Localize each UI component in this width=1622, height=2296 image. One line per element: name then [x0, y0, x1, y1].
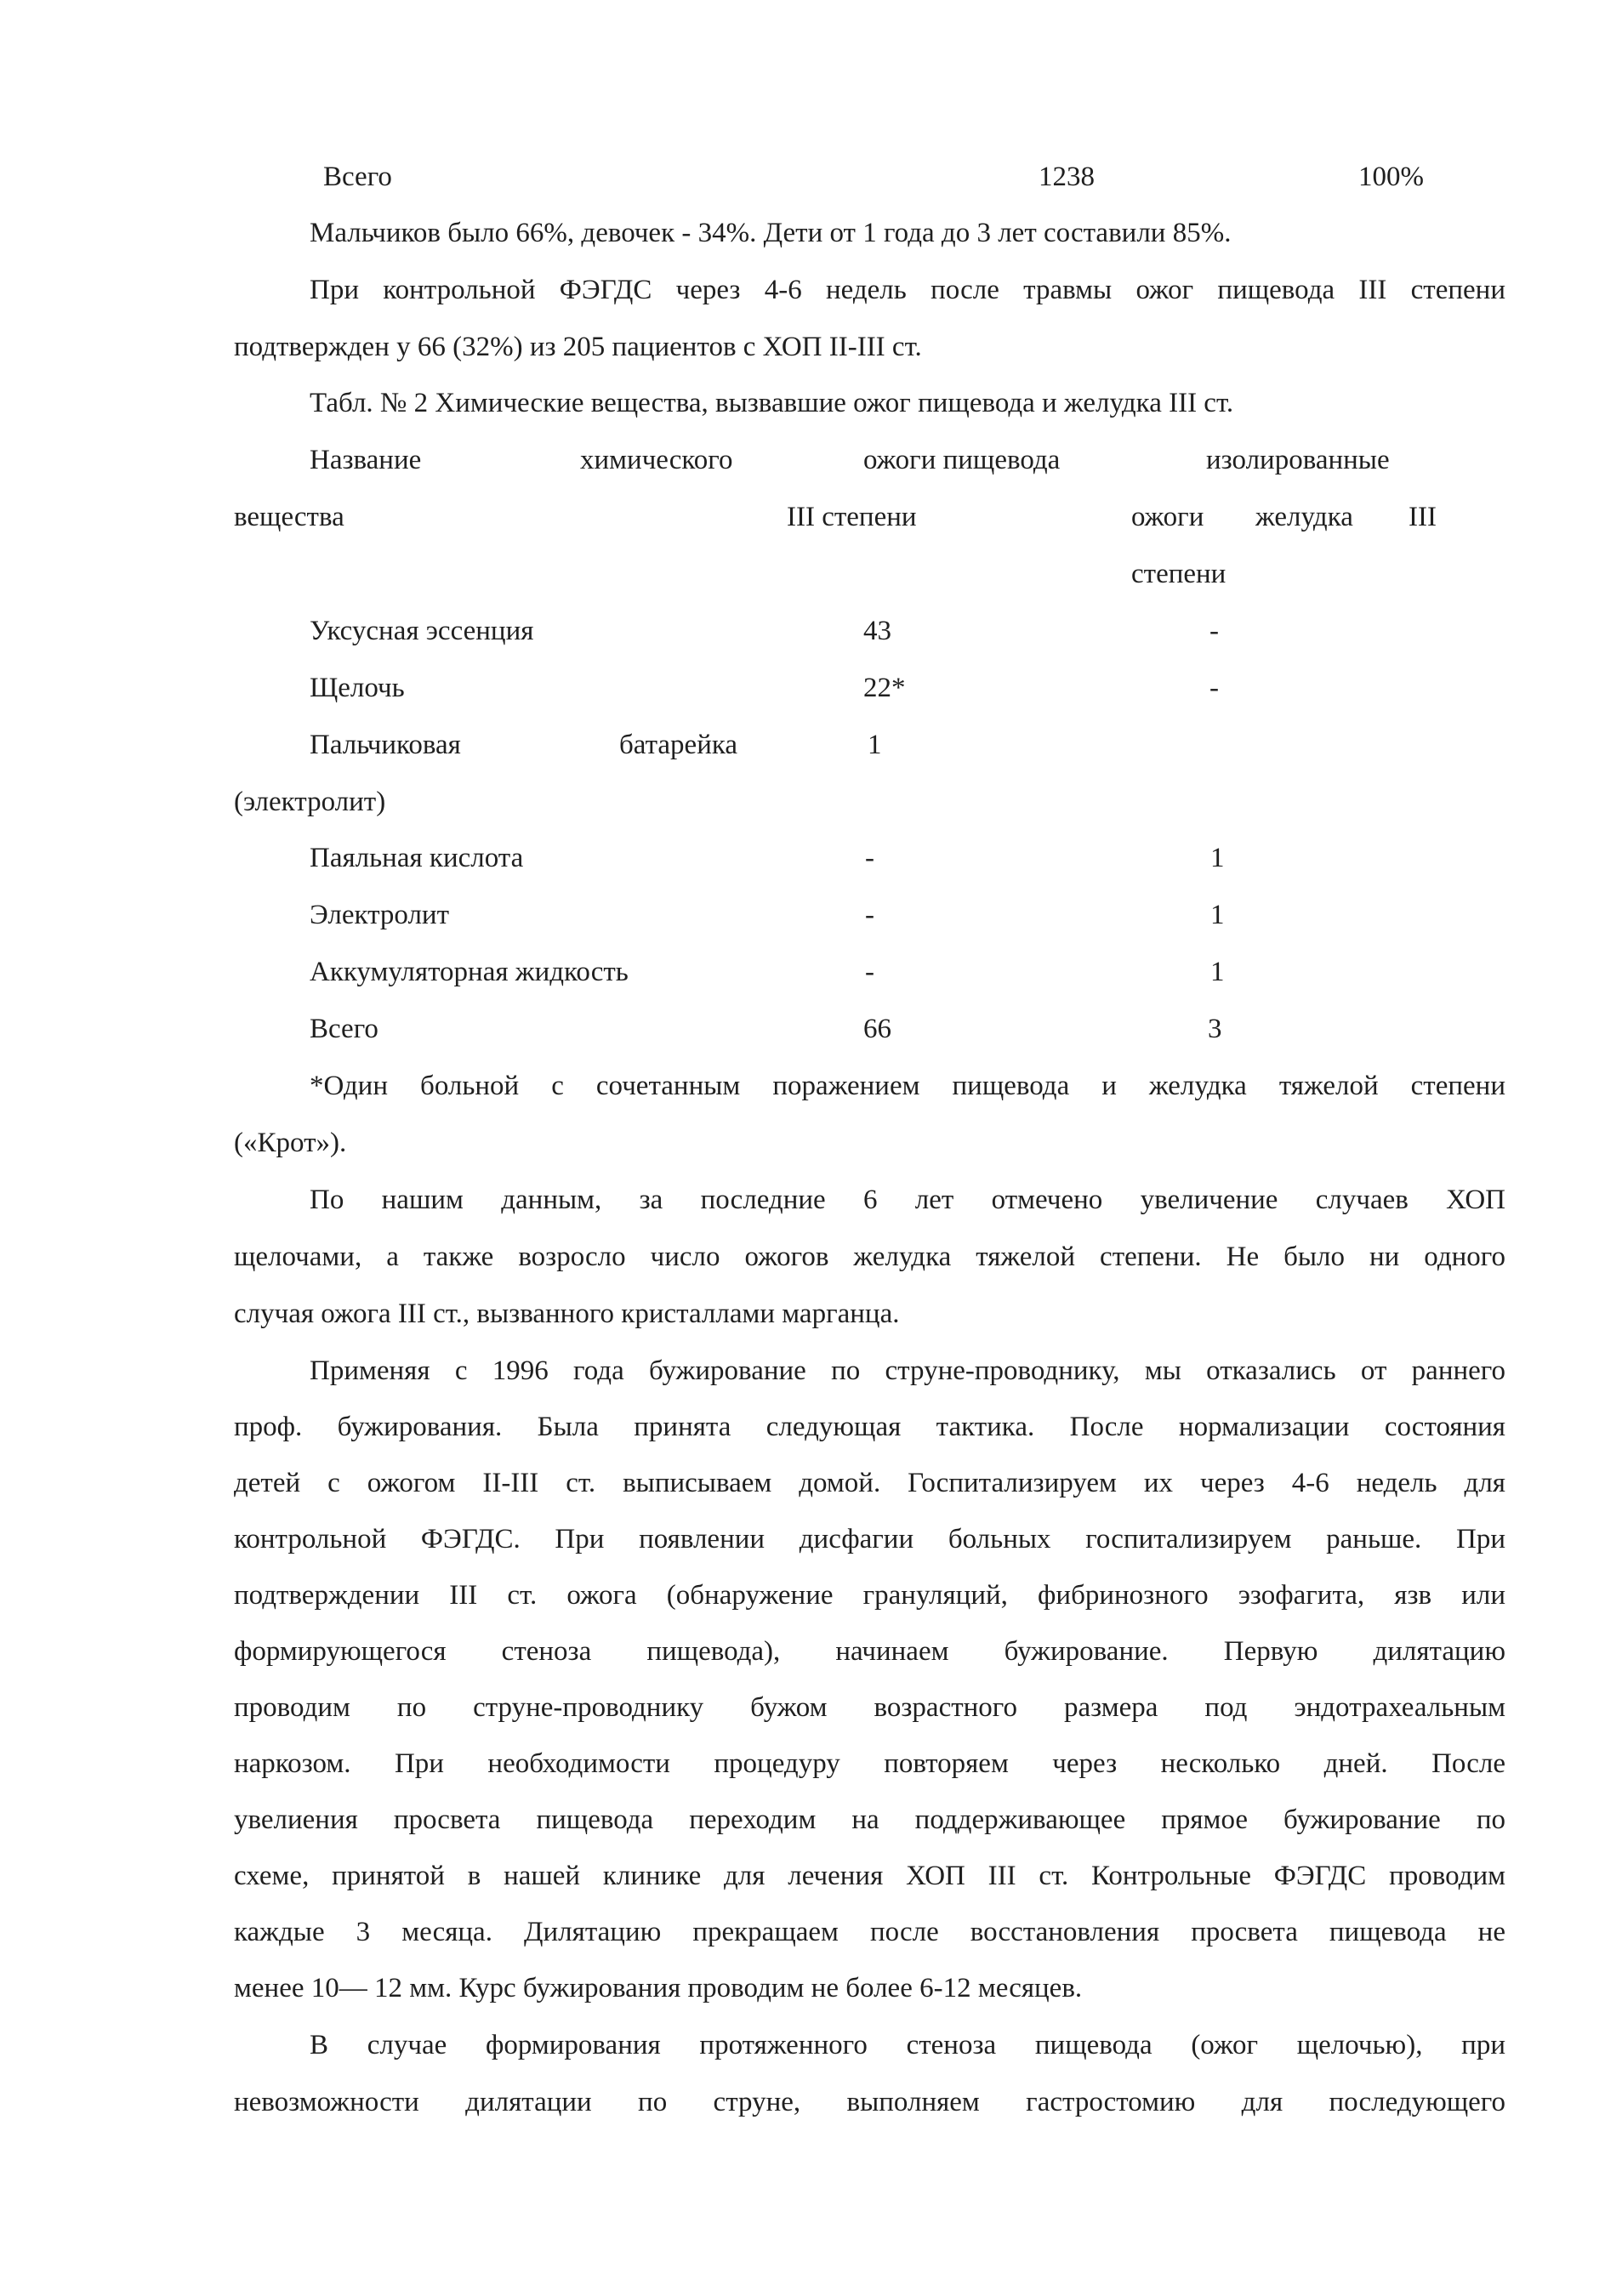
paragraph-3-line-1: По нашим данным, за последние 6 лет отмечено увеличение случаев ХОП	[310, 1185, 1505, 1215]
paragraph-4-line-10: схеме, принятой в нашей клинике для лечения ХОП III ст. Контрольные ФЭГДС проводим	[234, 1861, 1505, 1891]
paragraph-5-line-1: В случае формирования протяженного стеноза пищевода (ожог щелочью), при	[310, 2030, 1505, 2060]
total-label: Всего	[310, 1014, 378, 1044]
row-esophagus-count: 1	[868, 730, 882, 760]
paragraph-4-line-4: контрольной ФЭГДС. При появлении дисфагии больных госпитализируем раньше. При	[234, 1524, 1505, 1554]
row-esophagus-count: 22*	[863, 673, 906, 703]
header-stomach-line-3: степени	[1131, 559, 1226, 589]
paragraph-4-line-3: детей с ожогом II-III ст. выписываем домой. Госпитализируем их через 4-6 недель для	[234, 1468, 1505, 1498]
header-esophagus-line-1: ожоги пищевода	[863, 445, 1061, 475]
paragraph-gender-stats: Мальчиков было 66%, девочек - 34%. Дети от 1 года до 3 лет составили 85%.	[310, 218, 1232, 248]
row-stomach-count: -	[1209, 673, 1219, 703]
table-caption: Табл. № 2 Химические вещества, вызвавшие ожог пищевода и желудка III ст.	[310, 388, 1234, 418]
row-substance-name-line-2: (электролит)	[234, 787, 386, 817]
paragraph-control-line-1: При контрольной ФЭГДС через 4-6 недель после травмы ожог пищевода III степени	[310, 275, 1505, 305]
summary-total-percent: 100%	[1358, 162, 1424, 192]
paragraph-4-line-12: менее 10— 12 мм. Курс бужирования проводим не более 6-12 месяцев.	[234, 1973, 1083, 2003]
paragraph-4-line-8: наркозом. При необходимости процедуру повторяем через несколько дней. После	[234, 1748, 1505, 1779]
total-stomach-count: 3	[1208, 1014, 1222, 1044]
row-stomach-count: 1	[1210, 900, 1225, 930]
header-substance-word-1: Название	[310, 445, 422, 475]
row-substance-name-word-1: Пальчиковая	[310, 730, 461, 760]
row-esophagus-count: -	[865, 900, 874, 930]
paragraph-3-line-3: случая ожога III ст., вызванного кристаллами марганца.	[234, 1299, 900, 1329]
summary-total-count: 1238	[1039, 162, 1095, 192]
footnote-line-2: («Крот»).	[234, 1128, 347, 1158]
paragraph-3-line-2: щелочами, а также возросло число ожогов желудка тяжелой степени. Не было ни одного	[234, 1242, 1505, 1272]
paragraph-5-line-2: невозможности дилятации по струне, выполняем гастростомию для последующего	[234, 2087, 1505, 2117]
paragraph-4-line-7: проводим по струне-проводнику бужом возрастного размера под эндотрахеальным	[234, 1692, 1505, 1723]
header-stomach-line-1: изолированные	[1206, 445, 1390, 475]
row-stomach-count: 1	[1210, 957, 1225, 987]
paragraph-4-line-6: формирующегося стеноза пищевода), начинаем бужирование. Первую дилятацию	[234, 1636, 1505, 1667]
row-substance-name-word-2: батарейка	[619, 730, 738, 760]
row-substance-name: Щелочь	[310, 673, 405, 703]
header-substance-word-2: химического	[580, 445, 733, 475]
row-esophagus-count: 43	[863, 616, 891, 646]
row-substance-name: Паяльная кислота	[310, 843, 524, 873]
total-esophagus-count: 66	[863, 1014, 891, 1044]
row-esophagus-count: -	[865, 957, 874, 987]
row-stomach-count: -	[1209, 616, 1219, 646]
paragraph-control-line-2: подтвержден у 66 (32%) из 205 пациентов с ХОП II-III ст.	[234, 332, 922, 362]
row-substance-name: Электролит	[310, 900, 450, 930]
header-esophagus-line-2: III степени	[787, 502, 917, 532]
row-substance-name: Аккумуляторная жидкость	[310, 957, 629, 987]
paragraph-4-line-11: каждые 3 месяца. Дилятацию прекращаем после восстановления просвета пищевода не	[234, 1917, 1505, 1947]
paragraph-4-line-1: Применяя с 1996 года бужирование по струне-проводнику, мы отказались от раннего	[310, 1355, 1505, 1386]
paragraph-4-line-9: увелиения просвета пищевода переходим на поддерживающее прямое бужирование по	[234, 1804, 1505, 1835]
header-stomach-word-1: ожоги	[1131, 502, 1204, 532]
paragraph-4-line-5: подтверждении III ст. ожога (обнаружение грануляций, фибринозного эзофагита, язв или	[234, 1580, 1505, 1611]
summary-total-label: Всего	[323, 162, 392, 192]
header-substance-word-3: вещества	[234, 502, 344, 532]
footnote-line-1: *Один больной с сочетанным поражением пищевода и желудка тяжелой степени	[310, 1071, 1505, 1101]
row-esophagus-count: -	[865, 843, 874, 873]
row-substance-name: Уксусная эссенция	[310, 616, 534, 646]
header-stomach-word-3: III	[1409, 502, 1437, 532]
row-stomach-count: 1	[1210, 843, 1225, 873]
paragraph-4-line-2: проф. бужирования. Была принята следующая тактика. После нормализации состояния	[234, 1412, 1505, 1442]
header-stomach-word-2: желудка	[1255, 502, 1353, 532]
